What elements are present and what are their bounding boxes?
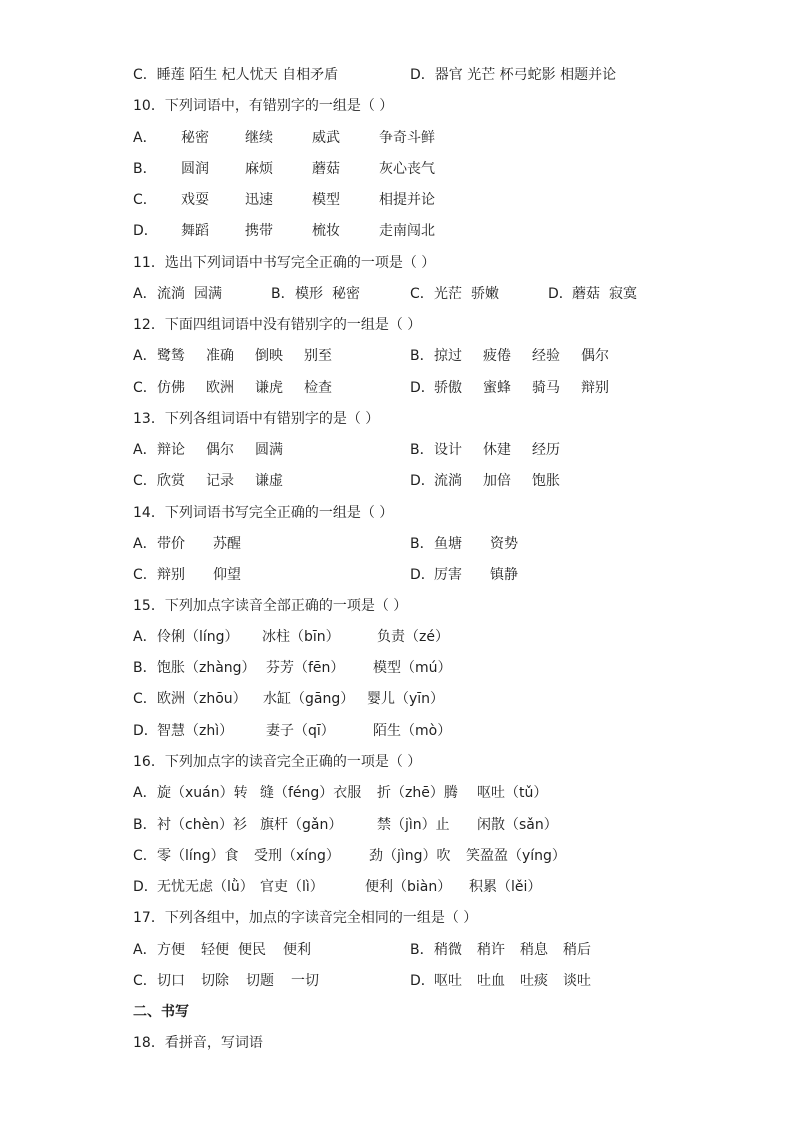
q13-option-c: C．欣赏 记录 谦虚 xyxy=(133,473,283,489)
q15-option-c: C．欧洲（zhōu） 水缸（gāng） 婴儿（yīn） xyxy=(133,691,445,707)
q12-option-c: C．仿佛 欧洲 谦虎 检查 xyxy=(133,380,332,396)
q17-option-d: D．呕吐 吐血 吐痰 谈吐 xyxy=(410,973,591,989)
q14-option-b: B．鱼塘 资势 xyxy=(410,536,518,552)
q9-option-c xyxy=(133,64,338,86)
q9-option-c-text: C．睡莲 陌生 杞人忧天 自相矛盾 xyxy=(133,67,339,83)
q10-option-b: B． 圆润 麻烦 蘑菇 灰心丧气 xyxy=(133,161,435,177)
q9-option-d xyxy=(410,64,616,86)
q17-option-c: C．切口 切除 切题 一切 xyxy=(133,973,319,989)
q17-option-b: B．稍微 稍许 稍息 稍后 xyxy=(410,942,591,958)
q16-stem: 16．下列加点字的读音完全正确的一项是（ ） xyxy=(133,754,422,770)
q18-stem: 18．看拼音，写词语 xyxy=(133,1035,263,1051)
q12-option-b: B．掠过 疲倦 经验 偶尔 xyxy=(410,348,609,364)
q15-stem: 15．下列加点字读音全部正确的一项是（ ） xyxy=(133,598,408,614)
section-title-writing: 二、书写 xyxy=(133,1004,189,1020)
q14-stem: 14．下列词语书写完全正确的一组是（ ） xyxy=(133,505,394,521)
q16-option-d: D．无忧无虑（lǜ） 官吏（lì） 便利（biàn） 积累（lěi） xyxy=(133,879,542,895)
q15-option-a: A．伶俐（líng） 冰柱（bīn） 负责（zé） xyxy=(133,629,449,645)
q15-option-b: B．饱胀（zhàng） 芬芳（fēn） 模型（mú） xyxy=(133,660,452,676)
q13-option-a: A．辩论 偶尔 圆满 xyxy=(133,442,283,458)
q17-option-a: A．方便 轻便 便民 便利 xyxy=(133,942,311,958)
q14-option-a: A．带价 苏醒 xyxy=(133,536,241,552)
q10-option-a: A． 秘密 继续 威武 争奇斗鲜 xyxy=(133,130,435,146)
q14-option-d: D．厉害 镇静 xyxy=(410,567,518,583)
q10-option-d: D． 舞蹈 携带 梳妆 走南闯北 xyxy=(133,223,435,239)
q13-option-b: B．设计 休建 经历 xyxy=(410,442,560,458)
q15-option-d: D．智慧（zhì） 妻子（qī） 陌生（mò） xyxy=(133,723,452,739)
q12-option-a: A．鹭鸶 准确 倒映 别至 xyxy=(133,348,332,364)
q10-option-c: C． 戏耍 迅速 模型 相提并论 xyxy=(133,192,435,208)
q9-option-d-text: D．器官 光芒 杯弓蛇影 相题并论 xyxy=(410,67,617,83)
q11-stem: 11．选出下列词语中书写完全正确的一项是（ ） xyxy=(133,255,436,271)
q11-option-a: A．流淌 园满 xyxy=(133,286,222,302)
q11-option-b: B．模形 秘密 xyxy=(271,286,360,302)
q14-option-c: C．辩别 仰望 xyxy=(133,567,241,583)
q12-stem: 12．下面四组词语中没有错别字的一组是（ ） xyxy=(133,317,422,333)
q13-stem: 13．下列各组词语中有错别字的是（ ） xyxy=(133,411,380,427)
q17-stem: 17．下列各组中，加点的字读音完全相同的一组是（ ） xyxy=(133,910,478,926)
q11-option-d: D．蘑菇 寂寞 xyxy=(548,286,637,302)
q10-stem: 10．下列词语中，有错别字的一组是（ ） xyxy=(133,98,394,114)
q12-option-d: D．骄傲 蜜蜂 骑马 辩别 xyxy=(410,380,609,396)
q16-option-b: B．衬（chèn）衫 旗杆（gǎn） 禁（jìn）止 闲散（sǎn） xyxy=(133,817,558,833)
q11-option-c: C．光茫 骄嫩 xyxy=(410,286,499,302)
q16-option-c: C．零（líng）食 受刑（xíng） 劲（jìng）吹 笑盈盈（yíng） xyxy=(133,848,566,864)
q16-option-a: A．旋（xuán）转 缝（féng）衣服 折（zhē）腾 呕吐（tǔ） xyxy=(133,785,548,801)
q13-option-d: D．流淌 加倍 饱胀 xyxy=(410,473,560,489)
